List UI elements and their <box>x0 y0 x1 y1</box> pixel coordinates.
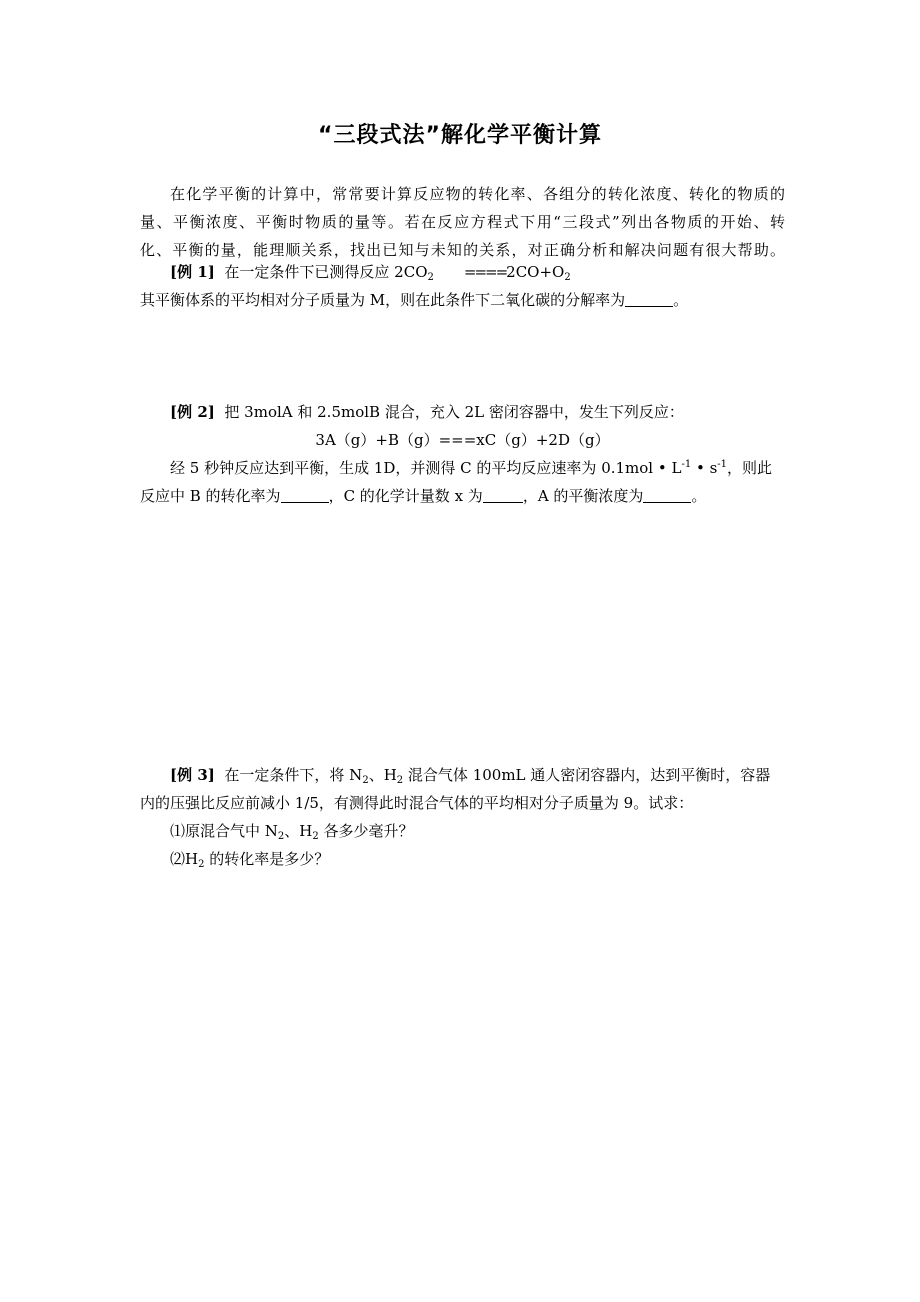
example-1-question: 其平衡体系的平均相对分子质量为 M，则在此条件下二氧化碳的分解率为 <box>140 291 626 309</box>
intro-line-3: 化、平衡的量，能理顺关系，找出已知与未知的关系，对正确分析和解决问题有很大帮助。 <box>140 241 785 259</box>
example-3-line-1c: 混合气体 100mL 通人密闭容器内，达到平衡时，容器 <box>403 766 771 784</box>
example-2-line-3 <box>140 454 785 482</box>
example-3-sub-1: 2 <box>362 775 369 786</box>
example-3-line-1b: 、H <box>368 766 397 784</box>
q1-a: ⑴原混合气中 N <box>170 822 278 840</box>
example-2-text: 把 3molA 和 2.5molB 混合，充入 2L 密闭容器中，发生下列反应： <box>224 403 684 421</box>
example-3-line-1 <box>140 761 785 789</box>
reaction-arrow: ==== <box>463 263 507 281</box>
example-2 <box>140 398 785 510</box>
example-2-line-4b: ，C 的化学计量数 x 为 <box>328 487 483 505</box>
intro-line-2: 量、平衡浓度、平衡时物质的量等。若在反应方程式下用“三段式”列出各物质的开始、转 <box>140 213 785 231</box>
q1-sub-1: 2 <box>277 831 285 842</box>
example-2-line-3c: ，则此 <box>727 459 773 477</box>
page-title: “三段式法”解化学平衡计算 <box>318 123 602 148</box>
example-3-line-2: 内的压强比反应前减小 1/5，有测得此时混合气体的平均相对分子质量为 9。试求： <box>140 794 694 812</box>
example-3-question-1 <box>140 817 785 845</box>
intro-paragraph <box>140 180 785 264</box>
example-2-line-4 <box>140 482 785 510</box>
example-1-sub-3: 2 <box>564 272 571 283</box>
example-1 <box>140 258 785 314</box>
example-1-line-1 <box>140 258 785 286</box>
example-3-question-2 <box>140 845 785 873</box>
example-3-line-1a: 在一定条件下，将 N <box>224 766 363 784</box>
answer-blank <box>281 488 329 503</box>
q1-sub-2: 2 <box>312 831 319 842</box>
example-1-text-a: 在一定条件下已测得反应 2CO <box>224 263 428 281</box>
example-3 <box>140 761 785 873</box>
example-2-line-4c: ，A 的平衡浓度为 <box>522 487 644 505</box>
example-2-line-3b: • s <box>691 459 718 477</box>
example-1-line-2 <box>140 286 785 314</box>
answer-blank <box>483 488 523 503</box>
answer-blank <box>625 292 673 307</box>
example-1-label: [例 1] <box>170 263 215 281</box>
example-3-label: [例 3] <box>170 766 215 784</box>
example-2-label: [例 2] <box>170 403 215 421</box>
example-2-line-1 <box>140 398 785 426</box>
example-2-equation: 3A（g）+B（g）===xC（g）+2D（g） <box>315 431 610 449</box>
example-2-sup-1: -1 <box>681 459 692 470</box>
example-2-line-4a: 反应中 B 的转化率为 <box>140 487 281 505</box>
example-2-line-3a: 经 5 秒钟反应达到平衡，生成 1D，并测得 C 的平均反应速率为 0.1mol • L <box>170 459 682 477</box>
example-3-sub-2: 2 <box>396 775 404 786</box>
q2-sub: 2 <box>198 859 205 870</box>
example-2-sup-2: -1 <box>717 459 728 470</box>
example-1-text-b: 2CO+O <box>506 263 565 281</box>
q1-b: 、H <box>284 822 313 840</box>
example-1-end: 。 <box>673 291 689 309</box>
q2-a: ⑵H <box>170 850 199 868</box>
example-1-sub-2: 2 <box>427 272 434 283</box>
q1-c: 各多少毫升？ <box>318 822 414 840</box>
answer-blank <box>643 488 691 503</box>
example-2-line-4d: 。 <box>691 487 707 505</box>
q2-b: 的转化率是多少？ <box>204 850 330 868</box>
intro-line-1: 在化学平衡的计算中，常常要计算反应物的转化率、各组分的转化浓度、转化的物质的 <box>170 185 785 203</box>
